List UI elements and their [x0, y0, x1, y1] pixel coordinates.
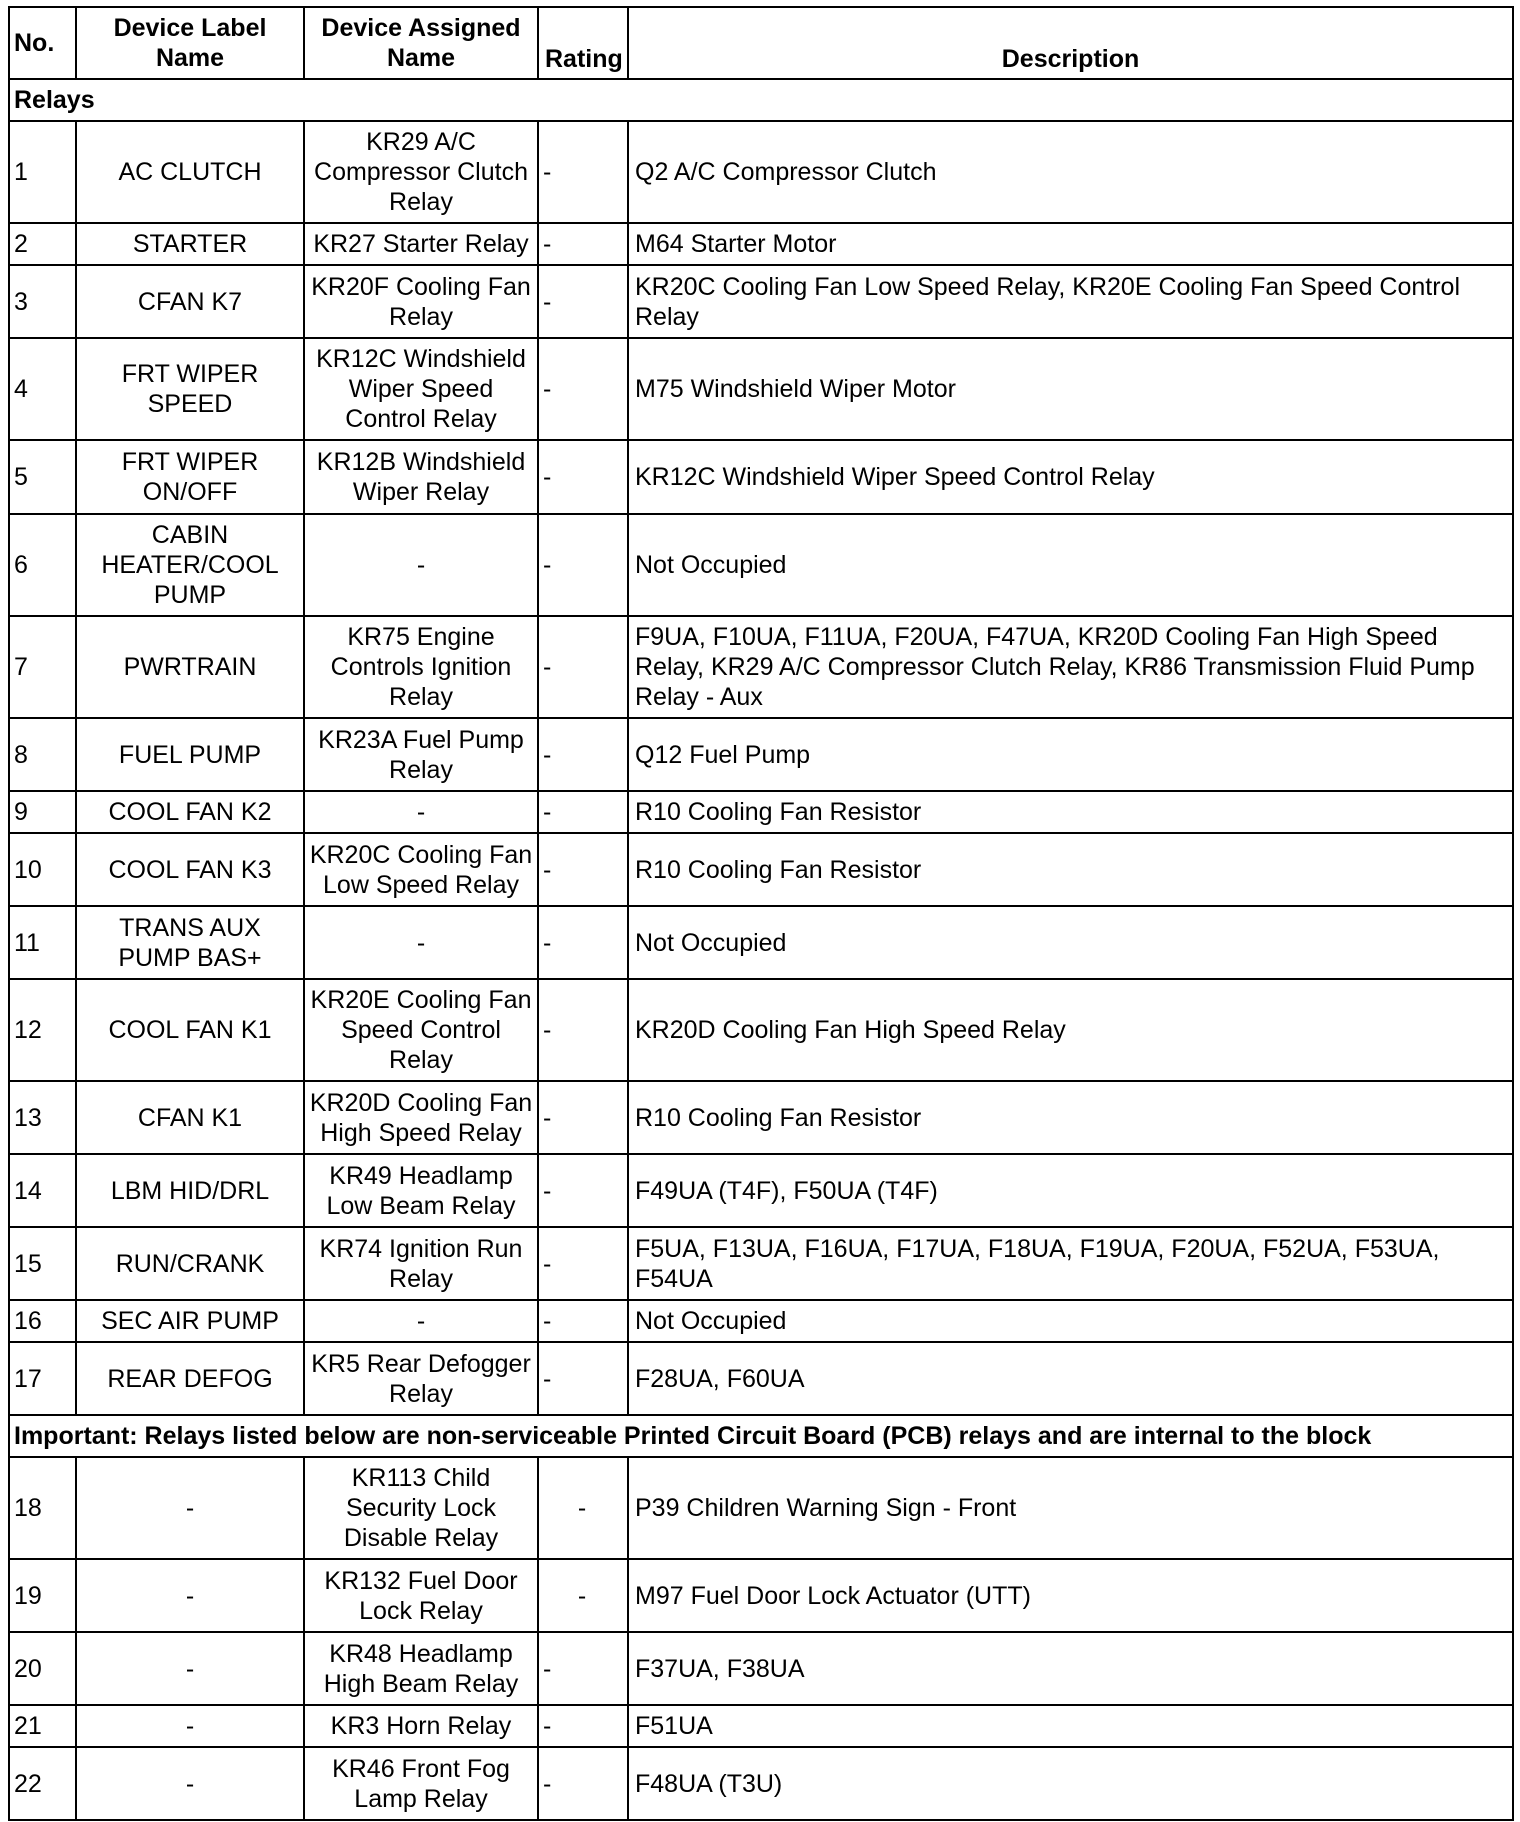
cell-device-label: - [76, 1559, 304, 1632]
table-row [9, 121, 1513, 223]
table-row [9, 1227, 1513, 1300]
cell-no: 15 [9, 1227, 76, 1300]
cell-device-label: - [76, 1632, 304, 1705]
cell-device-label: COOL FAN K1 [76, 979, 304, 1081]
cell-device-label: FRT WIPER ON/OFF [76, 440, 304, 514]
cell-device-label: - [76, 1747, 304, 1820]
cell-device-assigned: KR27 Starter Relay [304, 223, 538, 265]
cell-rating: - [538, 514, 628, 616]
cell-description: Q12 Fuel Pump [628, 718, 1513, 791]
cell-no: 5 [9, 440, 76, 514]
cell-rating: - [538, 338, 628, 440]
cell-no: 8 [9, 718, 76, 791]
cell-rating: - [538, 979, 628, 1081]
cell-device-assigned: KR46 Front Fog Lamp Relay [304, 1747, 538, 1820]
cell-description: KR20C Cooling Fan Low Speed Relay, KR20E Cooling Fan Speed Control Relay [628, 265, 1513, 338]
cell-device-assigned: KR12B Windshield Wiper Relay [304, 440, 538, 514]
cell-rating: - [538, 1154, 628, 1227]
table-row [9, 1081, 1513, 1154]
cell-no: 9 [9, 791, 76, 833]
cell-rating: - [538, 616, 628, 718]
cell-rating: - [538, 223, 628, 265]
table-row [9, 1747, 1513, 1820]
section-row [9, 79, 1513, 121]
cell-device-label: FRT WIPER SPEED [76, 338, 304, 440]
table-row [9, 1154, 1513, 1227]
table-row [9, 833, 1513, 906]
cell-description: R10 Cooling Fan Resistor [628, 791, 1513, 833]
cell-no: 3 [9, 265, 76, 338]
cell-rating: - [538, 791, 628, 833]
table-row [9, 1559, 1513, 1632]
cell-rating: - [538, 1559, 628, 1632]
cell-no: 13 [9, 1081, 76, 1154]
cell-device-assigned: KR74 Ignition Run Relay [304, 1227, 538, 1300]
cell-device-label: RUN/CRANK [76, 1227, 304, 1300]
cell-rating: - [538, 1342, 628, 1415]
col-header-description: Description [628, 7, 1513, 79]
cell-description: M64 Starter Motor [628, 223, 1513, 265]
cell-device-assigned: KR49 Headlamp Low Beam Relay [304, 1154, 538, 1227]
cell-no: 22 [9, 1747, 76, 1820]
cell-no: 17 [9, 1342, 76, 1415]
table-row [9, 1457, 1513, 1559]
cell-device-label: CABIN HEATER/COOL PUMP [76, 514, 304, 616]
cell-no: 2 [9, 223, 76, 265]
cell-device-label: REAR DEFOG [76, 1342, 304, 1415]
cell-description: P39 Children Warning Sign - Front [628, 1457, 1513, 1559]
cell-device-assigned: KR23A Fuel Pump Relay [304, 718, 538, 791]
cell-no: 21 [9, 1705, 76, 1747]
cell-rating: - [538, 833, 628, 906]
col-header-rating: Rating [538, 7, 628, 79]
table-row [9, 514, 1513, 616]
cell-rating: - [538, 1081, 628, 1154]
cell-no: 20 [9, 1632, 76, 1705]
cell-device-label: CFAN K7 [76, 265, 304, 338]
cell-device-assigned: KR113 Child Security Lock Disable Relay [304, 1457, 538, 1559]
cell-description: R10 Cooling Fan Resistor [628, 833, 1513, 906]
cell-no: 11 [9, 906, 76, 979]
table-row [9, 906, 1513, 979]
cell-device-label: PWRTRAIN [76, 616, 304, 718]
cell-device-assigned: KR20F Cooling Fan Relay [304, 265, 538, 338]
cell-rating: - [538, 1300, 628, 1342]
cell-device-label: FUEL PUMP [76, 718, 304, 791]
cell-device-assigned: KR12C Windshield Wiper Speed Control Relay [304, 338, 538, 440]
cell-rating: - [538, 121, 628, 223]
cell-device-assigned: - [304, 1300, 538, 1342]
cell-device-label: COOL FAN K3 [76, 833, 304, 906]
cell-rating: - [538, 1632, 628, 1705]
section-title-important: Important: Relays listed below are non-serviceable Printed Circuit Board (PCB) relays and are internal to the block [9, 1415, 1513, 1457]
cell-device-assigned: KR5 Rear Defogger Relay [304, 1342, 538, 1415]
cell-device-label: TRANS AUX PUMP BAS+ [76, 906, 304, 979]
relay-table [8, 6, 1514, 1821]
cell-no: 1 [9, 121, 76, 223]
table-row [9, 223, 1513, 265]
cell-description: F37UA, F38UA [628, 1632, 1513, 1705]
cell-no: 10 [9, 833, 76, 906]
cell-device-assigned: - [304, 791, 538, 833]
table-row [9, 1342, 1513, 1415]
cell-description: F5UA, F13UA, F16UA, F17UA, F18UA, F19UA, F20UA, F52UA, F53UA, F54UA [628, 1227, 1513, 1300]
cell-no: 4 [9, 338, 76, 440]
cell-device-label: STARTER [76, 223, 304, 265]
cell-device-label: SEC AIR PUMP [76, 1300, 304, 1342]
cell-description: Q2 A/C Compressor Clutch [628, 121, 1513, 223]
cell-rating: - [538, 1747, 628, 1820]
table-row [9, 1632, 1513, 1705]
cell-description: Not Occupied [628, 1300, 1513, 1342]
cell-no: 19 [9, 1559, 76, 1632]
cell-device-assigned: - [304, 906, 538, 979]
cell-description: F28UA, F60UA [628, 1342, 1513, 1415]
cell-description: Not Occupied [628, 514, 1513, 616]
cell-device-assigned: KR20C Cooling Fan Low Speed Relay [304, 833, 538, 906]
cell-description: M75 Windshield Wiper Motor [628, 338, 1513, 440]
cell-rating: - [538, 265, 628, 338]
cell-device-assigned: KR20D Cooling Fan High Speed Relay [304, 1081, 538, 1154]
cell-description: M97 Fuel Door Lock Actuator (UTT) [628, 1559, 1513, 1632]
table-row [9, 1300, 1513, 1342]
table-row [9, 265, 1513, 338]
cell-device-label: - [76, 1457, 304, 1559]
cell-no: 12 [9, 979, 76, 1081]
cell-rating: - [538, 1705, 628, 1747]
cell-description: KR12C Windshield Wiper Speed Control Relay [628, 440, 1513, 514]
cell-description: F49UA (T4F), F50UA (T4F) [628, 1154, 1513, 1227]
table-row [9, 616, 1513, 718]
table-row [9, 718, 1513, 791]
cell-description: R10 Cooling Fan Resistor [628, 1081, 1513, 1154]
cell-device-label: AC CLUTCH [76, 121, 304, 223]
table-row [9, 440, 1513, 514]
col-header-device-label: Device Label Name [76, 7, 304, 79]
cell-device-assigned: KR75 Engine Controls Ignition Relay [304, 616, 538, 718]
cell-device-assigned: KR20E Cooling Fan Speed Control Relay [304, 979, 538, 1081]
cell-rating: - [538, 906, 628, 979]
cell-no: 7 [9, 616, 76, 718]
cell-device-assigned: KR132 Fuel Door Lock Relay [304, 1559, 538, 1632]
cell-rating: - [538, 440, 628, 514]
table-row [9, 791, 1513, 833]
header-row [9, 7, 1513, 79]
cell-description: F51UA [628, 1705, 1513, 1747]
cell-device-label: - [76, 1705, 304, 1747]
cell-device-label: LBM HID/DRL [76, 1154, 304, 1227]
cell-device-label: COOL FAN K2 [76, 791, 304, 833]
cell-no: 6 [9, 514, 76, 616]
cell-device-label: CFAN K1 [76, 1081, 304, 1154]
cell-device-assigned: KR48 Headlamp High Beam Relay [304, 1632, 538, 1705]
cell-rating: - [538, 1227, 628, 1300]
cell-description: F48UA (T3U) [628, 1747, 1513, 1820]
table-row [9, 1705, 1513, 1747]
cell-device-assigned: KR29 A/C Compressor Clutch Relay [304, 121, 538, 223]
cell-rating: - [538, 1457, 628, 1559]
cell-device-assigned: KR3 Horn Relay [304, 1705, 538, 1747]
table-row [9, 979, 1513, 1081]
table-row [9, 338, 1513, 440]
section-title-relays: Relays [9, 79, 1513, 121]
cell-no: 14 [9, 1154, 76, 1227]
cell-description: KR20D Cooling Fan High Speed Relay [628, 979, 1513, 1081]
cell-description: F9UA, F10UA, F11UA, F20UA, F47UA, KR20D Cooling Fan High Speed Relay, KR29 A/C Compressor Clutch Relay, KR86 Transmission Fluid Pump Relay - Aux [628, 616, 1513, 718]
cell-rating: - [538, 718, 628, 791]
cell-description: Not Occupied [628, 906, 1513, 979]
col-header-device-assigned: Device Assigned Name [304, 7, 538, 79]
cell-no: 18 [9, 1457, 76, 1559]
section-row [9, 1415, 1513, 1457]
col-header-no: No. [9, 7, 76, 79]
cell-no: 16 [9, 1300, 76, 1342]
cell-device-assigned: - [304, 514, 538, 616]
